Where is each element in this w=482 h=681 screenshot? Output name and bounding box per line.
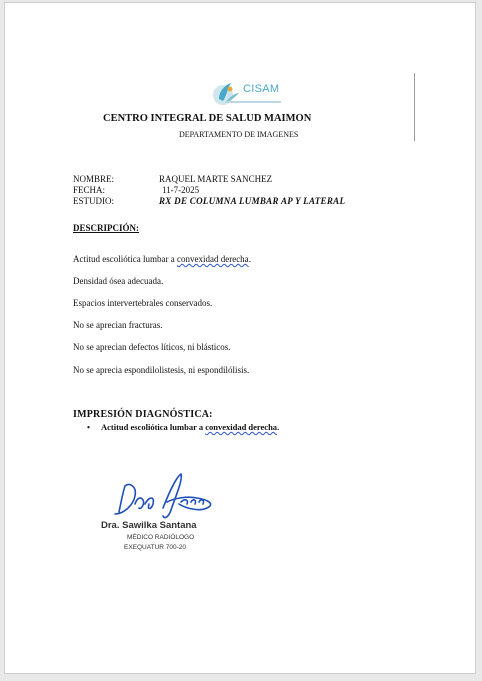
date-value: 11-7-2025: [162, 185, 200, 195]
description-line-4: No se aprecian fracturas.: [73, 320, 163, 330]
line1-emphasis: convexidad derecha: [176, 254, 249, 264]
logo-tagline-bar: [225, 101, 281, 103]
date-row: [73, 185, 199, 195]
doctor-role: MÉDICO RADIÓLOGO: [127, 534, 195, 541]
bullet-suffix: .: [277, 422, 280, 432]
date-label: FECHA:: [73, 185, 106, 195]
doctor-exequatur: EXEQUATUR 700-20: [124, 544, 187, 551]
description-line-2: Densidad ósea adecuada.: [73, 276, 164, 286]
name-value: RAQUEL MARTE SANCHEZ: [159, 174, 273, 184]
document-page: [4, 2, 476, 674]
bullet-prefix: Actitud escoliótica lumbar a: [101, 422, 206, 432]
line1-prefix: Actitud escoliótica lumbar a: [73, 254, 177, 264]
logo-text: CISAM: [243, 83, 280, 95]
department-name: DEPARTAMENTO DE IMAGENES: [179, 130, 299, 139]
logo-mark-icon: [209, 79, 245, 109]
patient-name-row: [73, 174, 272, 184]
cisam-logo: [209, 79, 289, 109]
description-line-5: No se aprecian defectos líticos, ni blásticos.: [73, 342, 231, 352]
bullet-dot: •: [87, 422, 90, 432]
doctor-name: Dra. Sawilka Santana: [101, 520, 197, 531]
line1-suffix: .: [248, 254, 251, 264]
name-label: NOMBRE:: [73, 174, 115, 184]
impression-heading: IMPRESIÓN DIAGNÓSTICA:: [73, 409, 213, 420]
description-line-3: Espacios intervertebrales conservados.: [73, 298, 213, 308]
description-heading: DESCRIPCIÓN:: [73, 223, 140, 233]
study-row: [73, 196, 345, 206]
bullet-emphasis: convexidad derecha: [205, 422, 278, 432]
center-title: CENTRO INTEGRAL DE SALUD MAIMON: [103, 113, 312, 124]
study-label: ESTUDIO:: [73, 196, 114, 206]
handwritten-signature: [105, 468, 225, 523]
study-value: RX DE COLUMNA LUMBAR AP Y LATERAL: [159, 196, 346, 206]
description-line-6: No se aprecia espondilolistesis, ni espondilólisis.: [73, 365, 250, 375]
description-line-1: [73, 254, 251, 264]
impression-bullet: [87, 422, 279, 432]
margin-divider: [414, 73, 415, 141]
